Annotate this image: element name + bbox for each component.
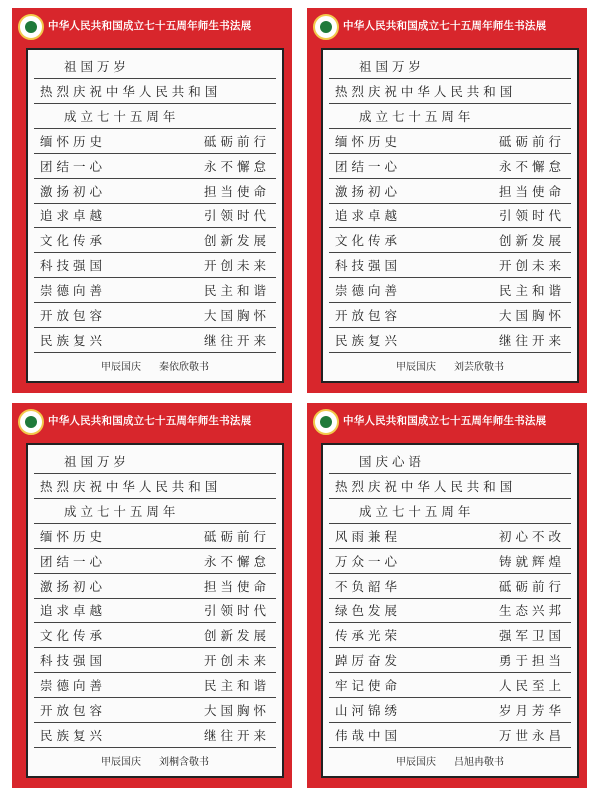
couplet-left: 伟哉中国 (335, 728, 402, 744)
couplet-left: 风雨兼程 (335, 528, 402, 544)
couplet-line (34, 549, 276, 574)
panel-header (12, 8, 292, 46)
couplet-right: 开创未来 (498, 258, 565, 274)
couplet-right: 砥砺前行 (203, 528, 270, 544)
panel-header (307, 403, 587, 441)
heading-text: 祖 国 万 岁 (64, 58, 126, 74)
calligraphy-sheet (26, 48, 284, 383)
couplet-left: 开放包容 (40, 703, 107, 719)
couplet-left: 激扬初心 (40, 183, 107, 199)
couplet-line (329, 524, 571, 549)
school-emblem-icon (18, 409, 44, 435)
couplet-left: 团结一心 (335, 158, 402, 174)
couplet-line (34, 648, 276, 673)
heading-text: 祖 国 万 岁 (64, 453, 126, 469)
couplet-right: 砥砺前行 (203, 133, 270, 149)
couplet-right: 民主和谐 (498, 283, 565, 299)
couplet-right: 永不懈怠 (203, 553, 270, 569)
anniversary-text: 成 立 七 十 五 周 年 (64, 108, 176, 124)
couplet-left: 文化传承 (40, 233, 107, 249)
signer-text: 秦依欣敬书 (159, 361, 209, 373)
couplet-right: 开创未来 (203, 258, 270, 274)
couplet-left: 追求卓越 (40, 603, 107, 619)
couplet-left: 文化传承 (335, 233, 402, 249)
couplet-line (34, 723, 276, 748)
celebration-text: 热 烈 庆 祝 中 华 人 民 共 和 国 (335, 478, 513, 494)
couplet-right: 人民至上 (498, 678, 565, 694)
couplet-left: 崇德向善 (40, 283, 107, 299)
school-emblem-icon (313, 409, 339, 435)
couplet-right: 生态兴邦 (498, 603, 565, 619)
couplet-left: 开放包容 (335, 308, 402, 324)
couplet-line (34, 303, 276, 328)
couplet-right: 担当使命 (498, 183, 565, 199)
couplet-line (329, 179, 571, 204)
date-text: 甲辰国庆 (396, 756, 436, 768)
anniversary-text: 成 立 七 十 五 周 年 (359, 503, 471, 519)
couplet-line (329, 278, 571, 303)
couplet-line (34, 253, 276, 278)
couplet-line (329, 599, 571, 624)
couplet-right: 担当使命 (203, 578, 270, 594)
signature-line (329, 748, 571, 772)
couplet-left: 科技强国 (40, 258, 107, 274)
couplet-right: 担当使命 (203, 183, 270, 199)
couplet-right: 永不懈怠 (203, 158, 270, 174)
heading-line (34, 54, 276, 79)
couplet-left: 团结一心 (40, 158, 107, 174)
signature-line (34, 353, 276, 377)
couplet-line (34, 129, 276, 154)
couplet-right: 民主和谐 (203, 283, 270, 299)
couplet-right: 创新发展 (203, 628, 270, 644)
header-title: 中华人民共和国成立七十五周年师生书法展 (343, 415, 547, 427)
anniversary-line (34, 104, 276, 129)
panel-header (12, 403, 292, 441)
couplet-line (34, 698, 276, 723)
signer-text: 刘桐含敬书 (159, 756, 209, 768)
couplet-right: 岁月芳华 (498, 703, 565, 719)
celebration-line (34, 79, 276, 104)
calligraphy-panel-4 (307, 403, 587, 788)
couplet-right: 万世永昌 (498, 728, 565, 744)
couplet-line (34, 673, 276, 698)
couplet-line (34, 204, 276, 229)
couplet-line (329, 698, 571, 723)
couplet-left: 缅怀历史 (40, 133, 107, 149)
celebration-text: 热 烈 庆 祝 中 华 人 民 共 和 国 (335, 83, 513, 99)
couplet-line (329, 328, 571, 353)
couplet-line (329, 129, 571, 154)
couplet-line (34, 599, 276, 624)
header-title: 中华人民共和国成立七十五周年师生书法展 (343, 20, 547, 32)
anniversary-line (329, 499, 571, 524)
couplet-left: 科技强国 (335, 258, 402, 274)
heading-line (34, 449, 276, 474)
couplet-line (329, 154, 571, 179)
couplet-line (34, 154, 276, 179)
couplet-line (329, 673, 571, 698)
couplet-right: 继往开来 (203, 728, 270, 744)
couplet-left: 不负韶华 (335, 578, 402, 594)
anniversary-line (34, 499, 276, 524)
couplet-left: 缅怀历史 (335, 133, 402, 149)
celebration-text: 热 烈 庆 祝 中 华 人 民 共 和 国 (40, 478, 218, 494)
couplet-line (34, 179, 276, 204)
couplet-line (34, 623, 276, 648)
couplet-right: 大国胸怀 (498, 308, 565, 324)
couplet-left: 追求卓越 (335, 208, 402, 224)
couplet-left: 民族复兴 (40, 333, 107, 349)
couplet-right: 大国胸怀 (203, 703, 270, 719)
signer-text: 刘芸欣敬书 (454, 361, 504, 373)
couplet-left: 民族复兴 (40, 728, 107, 744)
couplet-left: 传承光荣 (335, 628, 402, 644)
couplet-right: 创新发展 (498, 233, 565, 249)
celebration-line (34, 474, 276, 499)
couplet-right: 创新发展 (203, 233, 270, 249)
anniversary-line (329, 104, 571, 129)
signer-text: 吕旭冉敬书 (454, 756, 504, 768)
school-emblem-icon (18, 14, 44, 40)
calligraphy-sheet (26, 443, 284, 778)
couplet-line (34, 228, 276, 253)
anniversary-text: 成 立 七 十 五 周 年 (64, 503, 176, 519)
couplet-left: 万众一心 (335, 553, 402, 569)
couplet-left: 崇德向善 (40, 678, 107, 694)
couplet-right: 勇于担当 (498, 653, 565, 669)
couplet-line (329, 228, 571, 253)
couplet-line (329, 648, 571, 673)
couplet-line (329, 303, 571, 328)
couplet-left: 激扬初心 (40, 578, 107, 594)
couplet-left: 科技强国 (40, 653, 107, 669)
couplet-left: 团结一心 (40, 553, 107, 569)
couplet-line (329, 574, 571, 599)
celebration-line (329, 474, 571, 499)
couplet-line (34, 524, 276, 549)
couplet-line (34, 574, 276, 599)
couplet-line (329, 204, 571, 229)
heading-text: 国 庆 心 语 (359, 453, 421, 469)
couplet-line (34, 278, 276, 303)
calligraphy-panel-3 (12, 403, 292, 788)
couplet-right: 引领时代 (498, 208, 565, 224)
couplet-line (329, 253, 571, 278)
header-title: 中华人民共和国成立七十五周年师生书法展 (48, 20, 252, 32)
couplet-left: 缅怀历史 (40, 528, 107, 544)
couplet-line (34, 328, 276, 353)
couplet-line (329, 723, 571, 748)
calligraphy-panel-1 (12, 8, 292, 393)
couplet-right: 继往开来 (203, 333, 270, 349)
date-text: 甲辰国庆 (101, 361, 141, 373)
couplet-right: 大国胸怀 (203, 308, 270, 324)
couplet-right: 砥砺前行 (498, 133, 565, 149)
calligraphy-sheet (321, 443, 579, 778)
celebration-line (329, 79, 571, 104)
heading-line (329, 54, 571, 79)
anniversary-text: 成 立 七 十 五 周 年 (359, 108, 471, 124)
couplet-right: 强军卫国 (498, 628, 565, 644)
couplet-right: 开创未来 (203, 653, 270, 669)
couplet-right: 引领时代 (203, 603, 270, 619)
couplet-right: 引领时代 (203, 208, 270, 224)
couplet-right: 永不懈怠 (498, 158, 565, 174)
signature-line (329, 353, 571, 377)
date-text: 甲辰国庆 (396, 361, 436, 373)
calligraphy-panel-2 (307, 8, 587, 393)
date-text: 甲辰国庆 (101, 756, 141, 768)
couplet-left: 文化传承 (40, 628, 107, 644)
couplet-left: 山河锦绣 (335, 703, 402, 719)
school-emblem-icon (313, 14, 339, 40)
couplet-line (329, 549, 571, 574)
signature-line (34, 748, 276, 772)
couplet-left: 牢记使命 (335, 678, 402, 694)
couplet-left: 激扬初心 (335, 183, 402, 199)
couplet-left: 崇德向善 (335, 283, 402, 299)
heading-line (329, 449, 571, 474)
couplet-left: 追求卓越 (40, 208, 107, 224)
couplet-right: 砥砺前行 (498, 578, 565, 594)
couplet-left: 绿色发展 (335, 603, 402, 619)
couplet-right: 初心不改 (498, 528, 565, 544)
couplet-left: 开放包容 (40, 308, 107, 324)
couplet-right: 继往开来 (498, 333, 565, 349)
panel-header (307, 8, 587, 46)
couplet-right: 民主和谐 (203, 678, 270, 694)
calligraphy-sheet (321, 48, 579, 383)
couplet-left: 民族复兴 (335, 333, 402, 349)
celebration-text: 热 烈 庆 祝 中 华 人 民 共 和 国 (40, 83, 218, 99)
header-title: 中华人民共和国成立七十五周年师生书法展 (48, 415, 252, 427)
couplet-right: 铸就辉煌 (498, 553, 565, 569)
couplet-left: 踔厉奋发 (335, 653, 402, 669)
heading-text: 祖 国 万 岁 (359, 58, 421, 74)
couplet-line (329, 623, 571, 648)
